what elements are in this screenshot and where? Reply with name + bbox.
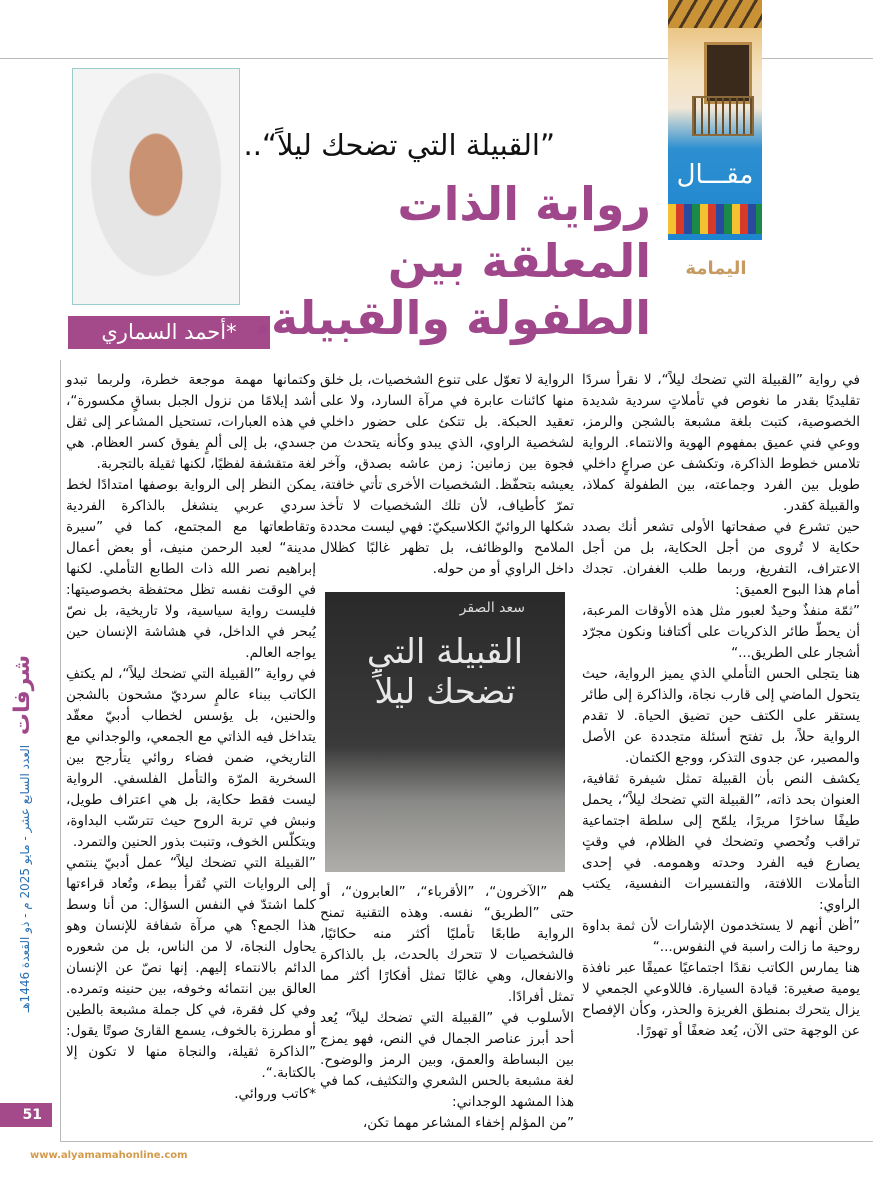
paragraph: *كاتب وروائي. <box>234 1086 316 1102</box>
section-label: مقـــال <box>676 160 754 190</box>
book-cover-image <box>325 592 565 872</box>
paragraph: ”القبيلة التي تضحك ليلاً“ عمل أدبيّ ينتمي إلى الروايات التي تُقرأ ببطء، وتُعاد قراءتها كلما اشتدّ في النفس السؤال: من أنا وسط هذا الجمع؟ هي مرآة شفافة للإنسان وهو يحاول النجاة، لا من الناس، بل من شعوره الدائم بالانتماء إليهم. إنها نصّ عن الإنسان العالق بين انتمائه وخوفه، بين حنينه وتمرده. وفي كل فقرة، في كل جملة مشبعة بالطين أو مطرزة بالخوف، يسمع القارئ صوتًا يقول: ”الذاكرة ثقيلة، والنجاة منها لا تكون إلا بالكتابة.“. <box>66 855 316 1081</box>
magazine-logo: اليمامة <box>685 258 747 279</box>
paragraph: وكتمانها مهمة موجعة خطرة، ولربما تبدو أشد إيلامًا من نزول الجبل بساقٍ مكسورة“، في هذه العبارات، تستحيل المشاعر إلى ثقل جسدي، بل إلى ألمٍ يفوق كسر العظام. هي لغة متقشفة لفظيًا، لكنها ثقيلة بالتجربة. <box>66 372 316 472</box>
paragraph: الأسلوب في ”القبيلة التي تضحك ليلاً“ يُعد أحد أبرز عناصر الجمال في النص، فهو يمزج بين البساطة والعمق، وبين الرمز والوضوح. لغة مشبعة بالحس الشعري والتكثيف، كما في هذا المشهد الوجداني: <box>320 1010 574 1110</box>
paragraph: هنا يتجلى الحس التأملي الذي يميز الرواية، حيث يتحول الماضي إلى قارب نجاة، والذاكرة إلى طائر يستقر على الكتف حين تضيق الحياة. لا تقدم الرواية حلاً، بل تفتح أسئلة متجددة عن الأصل والمصير، عن جدوى التذكر، ووجع الكتمان. <box>582 666 860 766</box>
website-url: www.alyamamahonline.com <box>30 1150 188 1161</box>
sidebar-issue-info <box>10 655 35 1095</box>
author-name: أحمد السماري* <box>68 316 270 349</box>
column-middle-bottom <box>320 882 574 1134</box>
paragraph: الرواية لا تعوّل على تنوع الشخصيات، بل خلق منها كائنات عابرة في مرآة السارد، ولا على تعقيد الحبكة. بل تتكئ على حضور داخلي لشخصية الراوي، الذي يبدو وكأنه يتحدث من فجوة بين زمانين: زمن عاشه بصدق، وآخر يعيشه بتحفّظ. الشخصيات الأخرى تأتي خافتة، تمرّ كأطياف، لأن تلك الشخصيات لا تأخذ شكلها الروائيّ الكلاسيكيّ: فهي ليست محددة الملامح والوظائف، بل تظهر غالبًا كظلال داخل الراوي أو من حوله. <box>320 372 574 577</box>
book-title: القبيلة التي تضحك ليلاً <box>366 632 524 712</box>
paragraph: ”ثمّة منفذٌ وحيدٌ لعبور مثل هذه الأوقات المرعبة، أن يحطّ طائر الذكريات على أكتافنا ونكون مجرّد أشجار على الطريق...“ <box>582 603 860 661</box>
book-author: سعد الصقر <box>459 600 525 616</box>
balcony-image <box>692 96 754 136</box>
roof-image <box>668 0 762 28</box>
paragraph: يكشف النص بأن القبيلة تمثل شيفرة ثقافية، العنوان بحد ذاته، ”القبيلة التي تضحك ليلاً“، يحمل طيفًا ساخرًا مريرًا، يلمّح إلى سلطة اجتماعية تراقب وتُحصي وتضحك في الظلام، في وقتٍ يصارع فيه الفرد وحدته وهمومه. في إحدى التأملات اللافتة، والتفسيرات النفسية، يكتب الراوي: <box>582 771 860 913</box>
column-middle-top <box>320 370 574 580</box>
paragraph: يمكن النظر إلى الرواية بوصفها امتدادًا لخط سردي عربي ينشغل بالذاكرة الفردية وتقاطعاتها مع المجتمع، كما في ”سيرة مدينة“ لعبد الرحمن منيف، أو بعض أعمال إبراهيم نصر الله ذات الطابع التأملي. لكنها في الوقت نفسه تظل محتفظة بخصوصيتها: فليست رواية سياسية، ولا تاريخية، بل نصّ يُبحر في الداخل، في هشاشة الإنسان حين يواجه العالم. <box>66 477 316 661</box>
section-brand: شرفات <box>10 655 35 736</box>
paragraph: هنا يمارس الكاتب نقدًا اجتماعيًا عميقًا عبر نافذة يومية صغيرة: قيادة السيارة. فاللاوعي الجمعي لا يزال يتحرك بمنطق الغريزة والحذر، وكأن الإفصاح عن الوجهة حتى الآن، يُعد ضعفًا أو تهورًا. <box>582 960 860 1039</box>
column-left <box>66 370 316 1105</box>
top-rule-left <box>0 58 668 59</box>
page-number: 51 <box>0 1103 52 1127</box>
paragraph: ”أظن أنهم لا يستخدمون الإشارات لأن ثمة بداوة روحية ما زالت راسبة في النفوس...“ <box>582 918 860 955</box>
headline-kicker: ”القبيلة التي تضحك ليلاً“.. <box>243 128 555 162</box>
section-banner <box>668 0 762 240</box>
column-right <box>582 370 860 1042</box>
author-photo <box>72 68 240 305</box>
top-rule-right <box>762 58 873 59</box>
headline-title: رواية الذات المعلقة بين الطفولة والقبيلة. <box>253 177 651 345</box>
paragraph: في رواية ”القبيلة التي تضحك ليلاً“، لم يكتفِ الكاتب ببناء عالمٍ سرديّ مشحون بالشجن والحنين، بل يؤسس لخطاب أدبيّ معقّد يتداخل فيه الذاتي مع الجمعي، والوجداني مع التاريخي، ضمن فضاء روائي يتأرجح بين السخرية المرّة والتأمل الفلسفي. الرواية ليست فقط حكاية، بل هي اعتراف طويل، ونبش في تربة الروح حيث تترسّب البداوة، ويتكلّس الخوف، وتنبت بذور الحنين والتمرد. <box>66 666 316 850</box>
issue-info: العدد السابع عشر - مايو 2025 م - ذو القعدة 1446هـ <box>18 744 32 1013</box>
paragraph: حين تشرع في صفحاتها الأولى تشعر أنك بصدد حكاية لا تُروى من أجل الحكاية، بل من أجل الاعتراف، التفريغ، وربما طلب الغفران. تجدك أمام هذا البوح العميق: <box>582 519 860 598</box>
window-image <box>704 42 752 104</box>
paragraph: هم ”الآخرون“، ”الأقرباء“، ”العابرون“، أو حتى ”الطريق“ نفسه. وهذه التقنية تمنح الرواية طابعًا تأمليًا أكثر منه حكائيًا، فالشخصيات لا تتحرك بالحدث، بل بالذاكرة والانفعال، وهي غالبًا تمثل أفكارًا أكثر مما تمثل أفرادًا. <box>320 884 574 1005</box>
decorative-pattern <box>668 204 762 234</box>
paragraph: في رواية ”القبيلة التي تضحك ليلاً“، لا نقرأ سردًا تقليديًا بقدر ما نغوص في تأملاتٍ سردية شديدة الخصوصية، كتبت بلغة مشبعة بالشجن والرمز، ووعي فني عميق بمفهوم الهوية والانتماء. الرواية تلامس خطوط الذاكرة، وتكشف عن صراعٍ داخلي طويل بين الفرد وجماعته، بين الطفولة كملاذ، والقبيلة كقدر. <box>582 372 860 514</box>
paragraph: ”من المؤلم إخفاء المشاعر مهما تكن، <box>362 1115 574 1131</box>
